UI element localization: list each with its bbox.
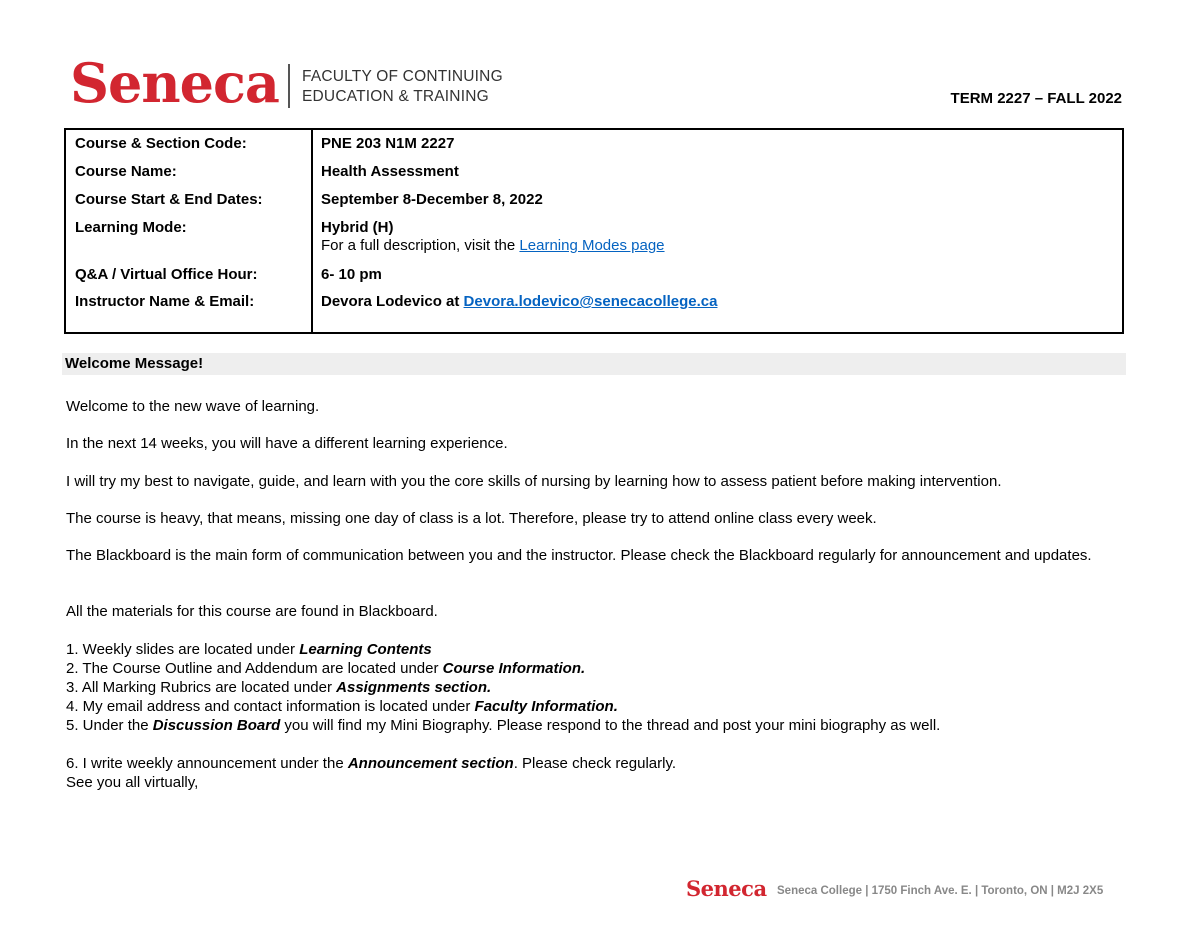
list-item-emphasis: Course Information. [442, 660, 586, 677]
learning-modes-link[interactable]: Learning Modes page [519, 237, 665, 254]
instructor-name: Devora Lodevico at [321, 293, 464, 310]
list-item-emphasis: Discussion Board [152, 717, 281, 734]
dates-label: Course Start & End Dates: [75, 191, 263, 208]
table-divider [311, 130, 313, 332]
faculty-name [302, 67, 503, 107]
list-item [66, 659, 585, 678]
course-name-value: Health Assessment [321, 163, 459, 180]
instructor-value [321, 293, 717, 311]
office-hour-value: 6- 10 pm [321, 266, 382, 283]
faculty-line-1: FACULTY OF CONTINUING [302, 68, 503, 85]
list-item-emphasis: Faculty Information. [474, 698, 618, 715]
list-item [66, 754, 676, 773]
closing-line: See you all virtually, [66, 774, 199, 791]
course-code-label: Course & Section Code: [75, 135, 247, 152]
learning-mode-value [321, 219, 665, 255]
instructor-label: Instructor Name & Email: [75, 293, 255, 310]
list-item [66, 678, 491, 697]
list-item-text: 1. Weekly slides are located under [66, 641, 300, 658]
office-hour-label: Q&A / Virtual Office Hour: [75, 266, 258, 283]
list-item-text: 4. My email address and contact information is located under [66, 698, 475, 715]
learning-mode-text: Hybrid (H) [321, 219, 394, 236]
list-item [66, 640, 432, 659]
welcome-paragraph-1: Welcome to the new wave of learning. [66, 398, 320, 415]
welcome-paragraph-4: The course is heavy, that means, missing one day of class is a lot. Therefore, please try to attend online class every week. [66, 510, 877, 527]
welcome-heading: Welcome Message! [65, 355, 204, 372]
logo-divider [288, 64, 290, 108]
list-item-emphasis: Announcement section [347, 755, 514, 772]
learning-mode-label: Learning Mode: [75, 219, 187, 236]
instructor-email-link[interactable]: Devora.lodevico@senecacollege.ca [463, 293, 718, 310]
welcome-paragraph-3: I will try my best to navigate, guide, and learn with you the core skills of nursing by learning how to assess patient before making intervention. [66, 473, 1002, 490]
welcome-paragraph-6: All the materials for this course are found in Blackboard. [66, 603, 438, 620]
list-item-emphasis: Assignments section. [336, 679, 492, 696]
page-footer [686, 876, 1136, 904]
dates-value: September 8-December 8, 2022 [321, 191, 543, 208]
list-item-emphasis: Learning Contents [299, 641, 432, 658]
faculty-line-2: EDUCATION & TRAINING [302, 88, 489, 105]
course-name-label: Course Name: [75, 163, 177, 180]
list-item-text: 3. All Marking Rubrics are located under [66, 679, 337, 696]
list-item-text: you will find my Mini Biography. Please respond to the thread and post your mini biography as well. [280, 717, 941, 734]
term-label: TERM 2227 – FALL 2022 [950, 90, 1122, 107]
footer-address: Seneca College | 1750 Finch Ave. E. | Toronto, ON | M2J 2X5 [777, 885, 1104, 897]
list-item-text: 6. I write weekly announcement under the [66, 755, 348, 772]
list-item-text: . Please check regularly. [513, 755, 677, 772]
course-code-value: PNE 203 N1M 2227 [321, 135, 455, 152]
welcome-paragraph-2: In the next 14 weeks, you will have a different learning experience. [66, 435, 508, 452]
welcome-paragraph-5: The Blackboard is the main form of communication between you and the instructor. Please check the Blackboard regularly for announcement and updates. [66, 547, 1092, 564]
learning-mode-desc-text: For a full description, visit the [321, 237, 520, 254]
course-info-table [64, 128, 1124, 334]
list-item-text: 5. Under the [66, 717, 153, 734]
seneca-logo: Seneca [70, 51, 279, 115]
welcome-heading-bar [62, 353, 1126, 375]
list-item-text: 2. The Course Outline and Addendum are located under [66, 660, 443, 677]
page-header [70, 51, 1130, 116]
list-item [66, 716, 940, 735]
list-item [66, 697, 618, 716]
footer-logo: Seneca [686, 876, 767, 901]
learning-mode-desc [321, 237, 665, 254]
